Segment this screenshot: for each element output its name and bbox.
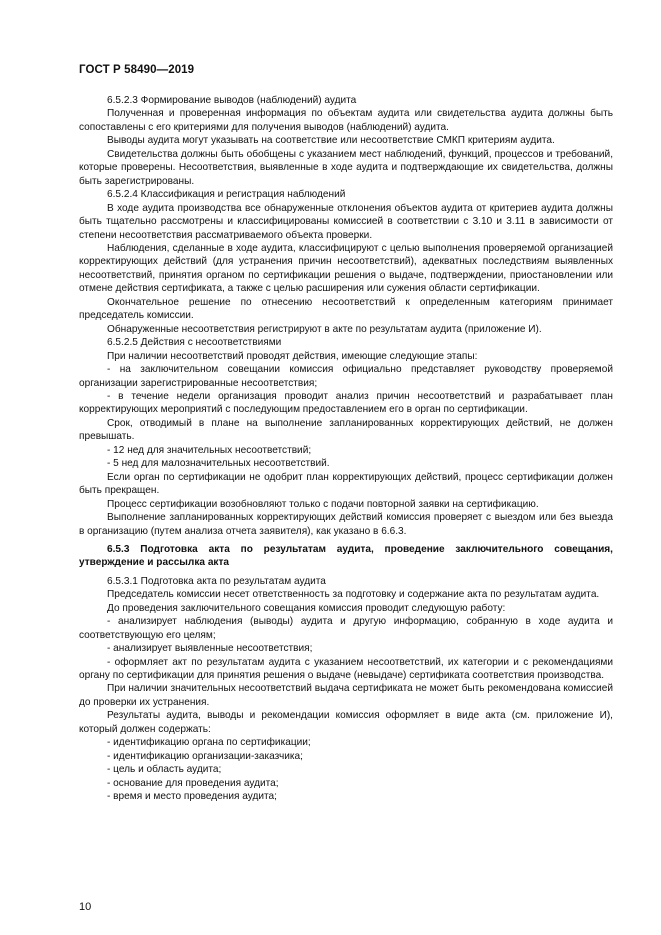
paragraph: - оформляет акт по результатам аудита с указанием несоответствий, их категории и с рекомендациями органу по сертификации для принятия решения о выдаче (невыдаче) сертификата соответствия производства. xyxy=(79,656,613,682)
paragraph: 6.5.2.4 Классификация и регистрация наблюдений xyxy=(107,189,346,201)
paragraph: Наблюдения, сделанные в ходе аудита, классифицируют с целью выполнения проверяемой организацией корректирующих действий (для устранения причин несоответствий), адекватных последствиям выявленных несоответствий, принятия органом по сертификации решения о выдаче, подтверждении, приостановлении или отмене действия сертификата, а также с целью расширения или сужения области сертификации. xyxy=(79,242,613,295)
paragraph: При наличии несоответствий проводят действия, имеющие следующие этапы: xyxy=(107,350,478,362)
paragraph: - основание для проведения аудита; xyxy=(107,777,279,789)
paragraph: 6.5.3.1 Подготовка акта по результатам аудита xyxy=(107,575,326,587)
page-number: 10 xyxy=(79,901,92,913)
paragraph: Если орган по сертификации не одобрит план корректирующих действий, процесс сертификации должен быть прекращен. xyxy=(79,471,613,497)
paragraph: Полученная и проверенная информация по объектам аудита или свидетельства аудита должны быть сопоставлены с его критериями для получения выводов (наблюдений) аудита. xyxy=(79,108,613,133)
paragraph: - 5 нед для малозначительных несоответствий. xyxy=(107,458,330,470)
paragraph: 6.5.2.3 Формирование выводов (наблюдений) аудита xyxy=(107,95,357,106)
paragraph: - на заключительном совещании комиссия официально представляет руководству проверяемой организации зарегистрированные несоответствия; xyxy=(79,364,613,389)
paragraph: Срок, отводимый в плане на выполнение запланированных корректирующих действий, не должен превышать. xyxy=(79,417,613,443)
paragraph: Выводы аудита могут указывать на соответствие или несоответствие СМКП критериям аудита. xyxy=(107,135,555,147)
paragraph: - идентификацию органа по сертификации; xyxy=(107,737,311,749)
paragraph: Обнаруженные несоответствия регистрируют в акте по результатам аудита (приложение И). xyxy=(107,323,542,335)
paragraph: До проведения заключительного совещания комиссия проводит следующую работу: xyxy=(107,602,506,614)
paragraph: Процесс сертификации возобновляют только с подачи повторной заявки на сертификацию. xyxy=(107,498,539,510)
section-heading: 6.5.3 Подготовка акта по результатам аудита, проведение заключительного совещания, утверждение и рассылка акта xyxy=(79,543,613,569)
document-header: ГОСТ Р 58490—2019 xyxy=(79,64,195,76)
paragraph: - цель и область аудита; xyxy=(107,764,222,776)
paragraph: При наличии значительных несоответствий выдача сертификата не может быть рекомендована комиссией до проверки их устранения. xyxy=(79,683,613,708)
document-body xyxy=(79,94,613,804)
paragraph: Председатель комиссии несет ответственность за подготовку и содержание акта по результатам аудита. xyxy=(107,589,600,601)
paragraph: - 12 нед для значительных несоответствий; xyxy=(107,444,312,456)
paragraph: Результаты аудита, выводы и рекомендации комиссия оформляет в виде акта (см. приложение И), который должен содержать: xyxy=(79,710,613,735)
paragraph: - анализирует выявленные несоответствия; xyxy=(107,643,313,655)
paragraph: - время и место проведения аудита; xyxy=(107,791,277,803)
paragraph: В ходе аудита производства все обнаруженные отклонения объектов аудита от критериев аудита должны быть тщательно рассмотрены и классифицированы комиссией в соответствии с 3.10 и 3.11 в зависимости от степени несоответствия рассматриваемого объекта проверки. xyxy=(79,202,613,241)
paragraph: - идентификацию организации-заказчика; xyxy=(107,750,303,762)
paragraph: - анализирует наблюдения (выводы) аудита и другую информацию, собранную в ходе аудита и соответствующую его целям; xyxy=(79,616,613,641)
paragraph: - в течение недели организация проводит анализ причин несоответствий и разрабатывает план корректирующих мероприятий с последующим предоставлением его в орган по сертификации. xyxy=(79,390,613,416)
paragraph: Выполнение запланированных корректирующих действий комиссия проверяет с выездом или без выезда в организацию (путем анализа отчета заявителя), как указано в 6.6.3. xyxy=(79,512,613,537)
paragraph: Окончательное решение по отнесению несоответствий к определенным категориям принимает председатель комиссии. xyxy=(79,296,613,322)
paragraph: Свидетельства должны быть обобщены с указанием мест наблюдений, функций, процессов и требований, которые проверены. Несоответствия, выявленные в ходе аудита и подтверждающие их свидетельства, должны быть зарегистрированы. xyxy=(79,148,613,187)
paragraph: 6.5.2.5 Действия с несоответствиями xyxy=(107,337,282,349)
